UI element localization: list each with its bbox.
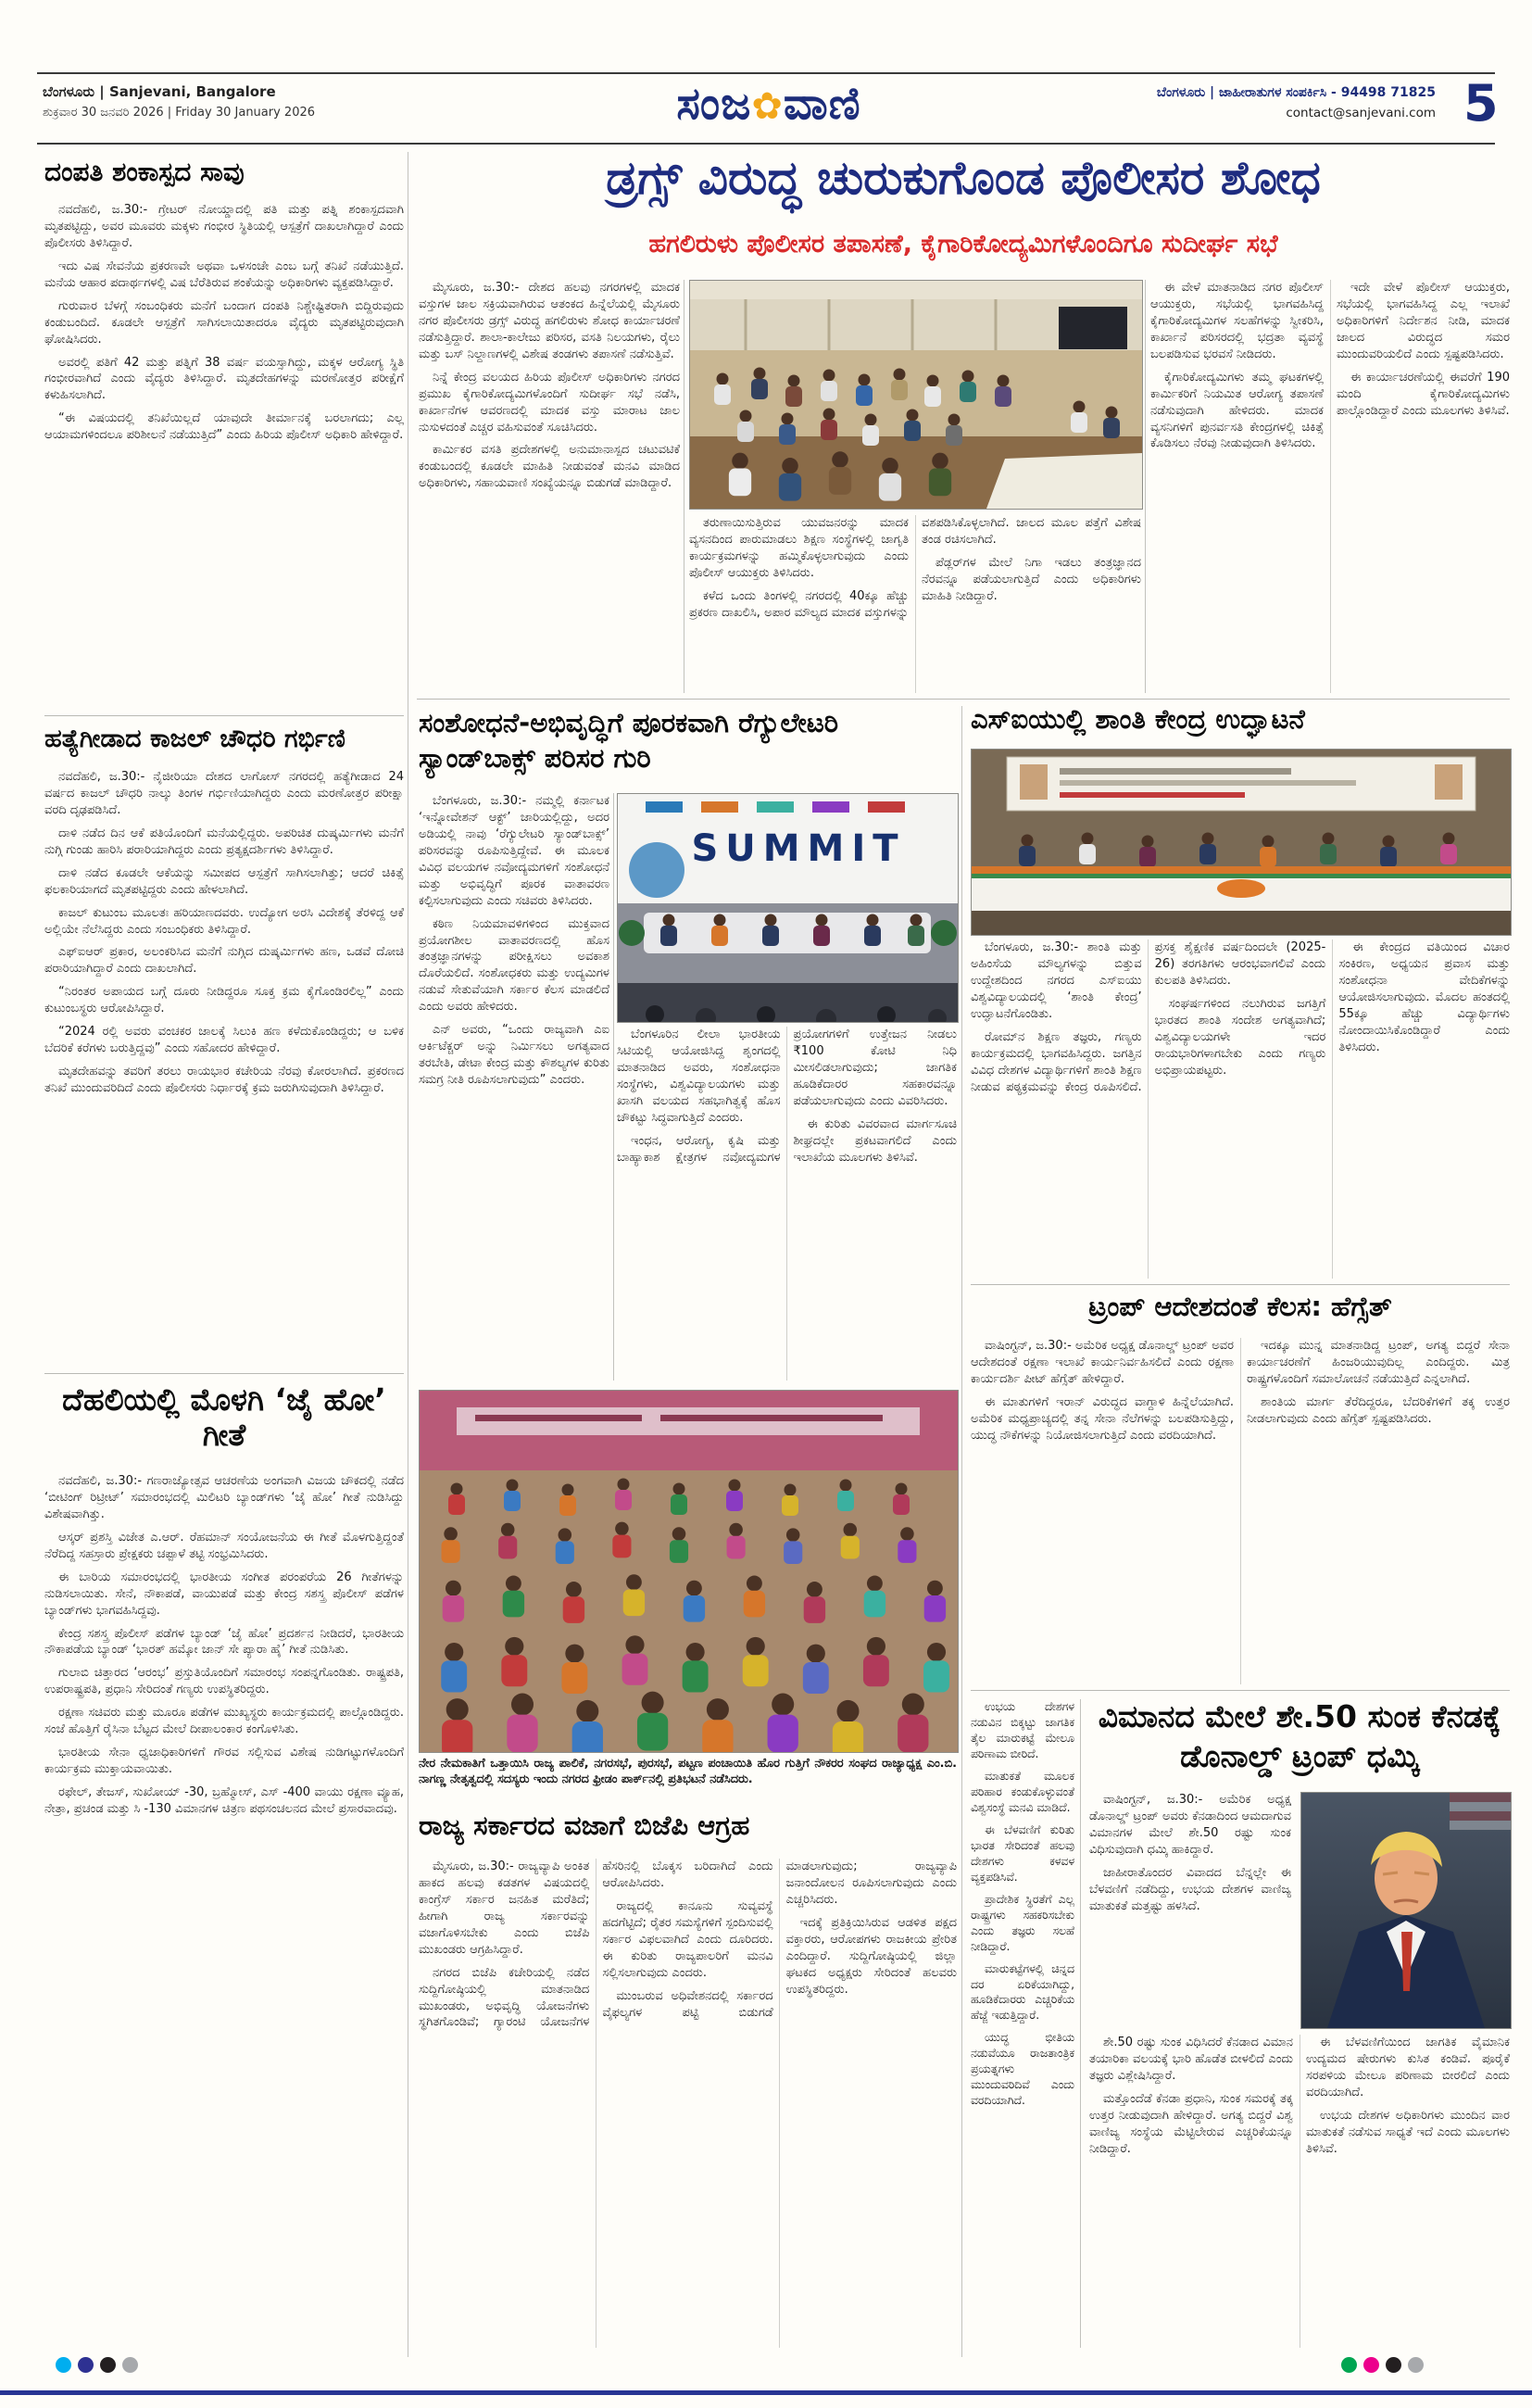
- header-email: contact@sanjevani.com: [1286, 106, 1436, 120]
- article-title-couple-death: ದಂಪತಿ ಶಂಕಾಸ್ಪದ ಸಾವು: [44, 157, 245, 187]
- lead-column-left: [419, 280, 680, 693]
- registration-dot: [1363, 2357, 1379, 2373]
- paragraph: ಮುಂಬರುವ ಅಧಿವೇಶನದಲ್ಲಿ ಸರ್ಕಾರದ ವೈಫಲ್ಯಗಳ ಪಟ್ಟಿ ಬಿಡುಗಡೆ ಮಾಡಲಾಗುವುದು; ರಾಜ್ಯವ್ಯಾಪಿ ಜನಾಂದೋಲನ ರೂಪಿಸಲಾಗುವುದು ಎಂದು ಎಚ್ಚರಿಸಿದರು.: [602, 1860, 957, 2020]
- article-title-siu: ಎಸ್‌ಐಯುಲ್ಲಿ ಶಾಂತಿ ಕೇಂದ್ರ ಉದ್ಘಾಟನೆ: [971, 703, 1305, 735]
- article-body-couple-death: [44, 202, 404, 710]
- paragraph: ಸಂಘರ್ಷಗಳಿಂದ ನಲುಗಿರುವ ಜಗತ್ತಿಗೆ ಭಾರತದ ಶಾಂತಿ ಸಂದೇಶ ಅಗತ್ಯವಾಗಿದೆ; ವಿಶ್ವವಿದ್ಯಾಲಯಗಳೇ ಇದರ ರಾಯಭಾರಿಗಳಾಗಬೇಕು ಎಂದು ಗಣ್ಯರು ಅಭಿಪ್ರಾಯಪಟ್ಟರು.: [1154, 996, 1326, 1078]
- lead-meeting-photo: [689, 280, 1143, 510]
- paragraph: ಮೈಸೂರು, ಜ.30:- ರಾಜ್ಯವ್ಯಾಪಿ ಅಂಕಿತ ಹಾಕದ ಹಲವು ಕಡತಗಳ ವಿಷಯದಲ್ಲಿ ಕಾಂಗ್ರೆಸ್ ಸರ್ಕಾರ ಜನಹಿತ ಮರೆತಿದೆ; ಹೀಗಾಗಿ ರಾಜ್ಯ ಸರ್ಕಾರವನ್ನು ವಜಾಗೊಳಿಸಬೇಕು ಎಂದು ಬಿಜೆಪಿ ಮುಖಂಡರು ಆಗ್ರಹಿಸಿದ್ದಾರೆ.: [419, 1860, 590, 1957]
- paragraph: “ಈ ವಿಷಯದಲ್ಲಿ ತನಿಖೆಯಿಲ್ಲದೆ ಯಾವುದೇ ತೀರ್ಮಾನಕ್ಕೆ ಬರಲಾಗದು; ಎಲ್ಲ ಆಯಾಮಗಳಿಂದಲೂ ಪರಿಶೀಲನೆ ನಡೆಯುತ್ತಿದೆ” ಎಂದು ಹಿರಿಯ ಪೊಲೀಸ್ ಅಧಿಕಾರಿ ಹೇಳಿದ್ದಾರೆ.: [44, 411, 404, 443]
- paragraph: ವಾಷಿಂಗ್ಟನ್, ಜ.30:- ಅಮೆರಿಕ ಅಧ್ಯಕ್ಷ ಡೊನಾಲ್ಡ್ ಟ್ರಂಪ್ ಅವರ ಆದೇಶದಂತೆ ರಕ್ಷಣಾ ಇಲಾಖೆ ಕಾರ್ಯನಿರ್ವಹಿಸಲಿದೆ ಎಂದು ರಕ್ಷಣಾ ಕಾರ್ಯದರ್ಶಿ ಪೀಟ್ ಹೆಗ್ಸೆತ್ ಹೇಳಿದ್ದಾರೆ.: [971, 1339, 1234, 1386]
- paragraph: ರೋಮ್‌ನ ಶಿಕ್ಷಣ ತಜ್ಞರು, ಗಣ್ಯರು ಕಾರ್ಯಕ್ರಮದಲ್ಲಿ ಭಾಗವಹಿಸಿದ್ದರು. ಜಗತ್ತಿನ ವಿವಿಧ ದೇಶಗಳ ವಿದ್ಯಾರ್ಥಿಗಳಿಗೆ ಶಾಂತಿ ಶಿಕ್ಷಣ ನೀಡುವ ಪಠ್ಯಕ್ರಮವನ್ನು ಕೇಂದ್ರ ರೂಪಿಸಲಿದೆ. ಪ್ರಸಕ್ತ ಶೈಕ್ಷಣಿಕ ವರ್ಷದಿಂದಲೇ (2025-26) ತರಗತಿಗಳು ಆರಂಭವಾಗಲಿವೆ ಎಂದು ಕುಲಪತಿ ತಿಳಿಸಿದರು.: [971, 940, 1326, 1094]
- paragraph: ಈ ಬೆಳವಣಿಗೆ ಕುರಿತು ಭಾರತ ಸೇರಿದಂತೆ ಹಲವು ದೇಶಗಳು ಕಳವಳ ವ್ಯಕ್ತಪಡಿಸಿವೆ.: [971, 1822, 1074, 1884]
- article-body-hegseth: [971, 1338, 1510, 1684]
- article-title-kajal: ಹತ್ಯೆಗೀಡಾದ ಕಾಜಲ್ ಚೌಧರಿ ಗರ್ಭಿಣಿ: [44, 725, 345, 753]
- masthead-right-text: ವಾಣಿ: [783, 78, 861, 130]
- paragraph: ಕಳೆದ ಒಂದು ತಿಂಗಳಲ್ಲಿ ನಗರದಲ್ಲಿ 40ಕ್ಕೂ ಹೆಚ್ಚು ಪ್ರಕರಣ ದಾಖಲಿಸಿ, ಅಪಾರ ಮೌಲ್ಯದ ಮಾದಕ ವಸ್ತುಗಳನ್ನು ವಶಪಡಿಸಿಕೊಳ್ಳಲಾಗಿದೆ. ಜಾಲದ ಮೂಲ ಪತ್ತೆಗೆ ವಿಶೇಷ ತಂಡ ರಚಿಸಲಾಗಿದೆ.: [689, 516, 1141, 620]
- paragraph: ಆಸ್ಕರ್ ಪ್ರಶಸ್ತಿ ವಿಜೇತ ಎ.ಆರ್. ರೆಹಮಾನ್ ಸಂಯೋಜನೆಯ ಈ ಗೀತೆ ಮೊಳಗುತ್ತಿದ್ದಂತೆ ನೆರೆದಿದ್ದ ಸಹಸ್ರಾರು ಪ್ರೇಕ್ಷಕರು ಚಪ್ಪಾಳೆ ತಟ್ಟಿ ಸಂಭ್ರಮಿಸಿದರು.: [44, 1530, 404, 1561]
- registration-dot: [56, 2357, 71, 2373]
- divider: [613, 793, 614, 1381]
- paragraph: ಇದಕ್ಕೂ ಮುನ್ನ ಮಾತನಾಡಿದ್ದ ಟ್ರಂಪ್, ಅಗತ್ಯ ಬಿದ್ದರೆ ಸೇನಾ ಕಾರ್ಯಾಚರಣೆಗೆ ಹಿಂಜರಿಯುವುದಿಲ್ಲ ಎಂದಿದ್ದರು. ಮಿತ್ರ ರಾಷ್ಟ್ರಗಳೊಂದಿಗೆ ಸಮಾಲೋಚನೆ ನಡೆಯುತ್ತಿದೆ ಎನ್ನಲಾಗಿದೆ.: [1247, 1339, 1510, 1386]
- paragraph: ಕಾರ್ಮಿಕರ ವಸತಿ ಪ್ರದೇಶಗಳಲ್ಲಿ ಅನುಮಾನಾಸ್ಪದ ಚಟುವಟಿಕೆ ಕಂಡುಬಂದಲ್ಲಿ ಕೂಡಲೇ ಮಾಹಿತಿ ನೀಡುವಂತೆ ಮನವಿ ಮಾಡಿದ ಅಧಿಕಾರಿಗಳು, ಸಹಾಯವಾಣಿ ಸಂಖ್ಯೆಯನ್ನೂ ಬಿಡುಗಡೆ ಮಾಡಿದ್ದಾರೆ.: [419, 443, 680, 491]
- header-contact-line: ಬೆಂಗಳೂರು | ಜಾಹೀರಾತುಗಳ ಸಂಪರ್ಕಿಸಿ - 94498 71825: [1156, 85, 1436, 100]
- paragraph: ಇಂಧನ, ಆರೋಗ್ಯ, ಕೃಷಿ ಮತ್ತು ಬಾಹ್ಯಾಕಾಶ ಕ್ಷೇತ್ರಗಳ ನವೋದ್ಯಮಗಳ ಪ್ರಯೋಗಗಳಿಗೆ ಉತ್ತೇಜನ ನೀಡಲು ₹100 ಕೋಟಿ ನಿಧಿ ಮೀಸಲಿಡಲಾಗುವುದು; ಜಾಗತಿಕ ಹೂಡಿಕೆದಾರರ ಸಹಕಾರವನ್ನೂ ಪಡೆಯಲಾಗುವುದು ಎಂದು ವಿವರಿಸಿದರು.: [617, 1027, 957, 1165]
- paragraph: ಗುಲಾಬಿ ಚಿತ್ತಾರದ ‘ಆರಂಭ’ ಪ್ರಸ್ತುತಿಯೊಂದಿಗೆ ಸಮಾರಂಭ ಸಂಪನ್ನಗೊಂಡಿತು. ರಾಷ್ಟ್ರಪತಿ, ಉಪರಾಷ್ಟ್ರಪತಿ, ಪ್ರಧಾನಿ ಸೇರಿದಂತೆ ಗಣ್ಯರು ಉಪಸ್ಥಿತರಿದ್ದರು.: [44, 1666, 404, 1697]
- registration-dot: [1408, 2357, 1424, 2373]
- summit-overlay-text: SUMMIT: [691, 827, 906, 870]
- registration-marks-right: [1341, 2357, 1424, 2373]
- paragraph: ಬೆಂಗಳೂರು, ಜ.30:- ಶಾಂತಿ ಮತ್ತು ಅಹಿಂಸೆಯ ಮೌಲ್ಯಗಳನ್ನು ಬಿತ್ತುವ ಉದ್ದೇಶದಿಂದ ನಗರದ ಎಸ್‌ಐಯು ವಿಶ್ವವಿದ್ಯಾಲಯದಲ್ಲಿ ‘ಶಾಂತಿ ಕೇಂದ್ರ’ ಉದ್ಘಾಟನೆಗೊಂಡಿತು.: [971, 940, 1142, 1021]
- registration-dot: [100, 2357, 116, 2373]
- paragraph: ಈ ವೇಳೆ ಮಾತನಾಡಿದ ನಗರ ಪೊಲೀಸ್ ಆಯುಕ್ತರು, ಸಭೆಯಲ್ಲಿ ಭಾಗವಹಿಸಿದ್ದ ಕೈಗಾರಿಕೋದ್ಯಮಿಗಳ ಸಲಹೆಗಳನ್ನು ಸ್ವೀಕರಿಸಿ, ಕಾರ್ಖಾನೆ ಪರಿಸರದಲ್ಲಿ ಭದ್ರತಾ ವ್ಯವಸ್ಥೆ ಬಲಪಡಿಸುವ ಭರವಸೆ ನೀಡಿದರು.: [1150, 281, 1324, 361]
- article-body-sandbox-below: [617, 1027, 957, 1381]
- registration-dot: [1341, 2357, 1357, 2373]
- paragraph: ಮೈಸೂರು, ಜ.30:- ದೇಶದ ಹಲವು ನಗರಗಳಲ್ಲಿ ಮಾದಕ ವಸ್ತುಗಳ ಜಾಲ ಸಕ್ರಿಯವಾಗಿರುವ ಆತಂಕದ ಹಿನ್ನೆಲೆಯಲ್ಲಿ ಮೈಸೂರು ನಗರ ಪೊಲೀಸರು ಡ್ರಗ್ಸ್ ವಿರುದ್ಧ ಹಗಲಿರುಳು ಶೋಧ ಕಾರ್ಯಾಚರಣೆ ನಡೆಸುತ್ತಿದ್ದಾರೆ. ಶಾಲಾ-ಕಾಲೇಜು ಪರಿಸರ, ವಸತಿ ನಿಲಯಗಳು, ರೈಲು ಮತ್ತು ಬಸ್ ನಿಲ್ದಾಣಗಳಲ್ಲಿ ವಿಶೇಷ ತಂಡಗಳು ತಪಾಸಣೆ ನಡೆಸುತ್ತಿವೆ.: [419, 281, 680, 361]
- article-title-jai-ho: ದೆಹಲಿಯಲ್ಲಿ ಮೊಳಗಿ ‘ಜೈ ಹೋ’ ಗೀತೆ: [62, 1381, 386, 1453]
- paragraph: ಶೇ.50 ರಷ್ಟು ಸುಂಕ ವಿಧಿಸಿದರೆ ಕೆನಡಾದ ವಿಮಾನ ತಯಾರಿಕಾ ವಲಯಕ್ಕೆ ಭಾರಿ ಹೊಡೆತ ಬೀಳಲಿದೆ ಎಂದು ತಜ್ಞರು ವಿಶ್ಲೇಷಿಸಿದ್ದಾರೆ.: [1089, 2036, 1293, 2083]
- article-title-sandbox: ಸಂಶೋಧನೆ-ಅಭಿವೃದ್ಧಿಗೆ ಪೂರಕವಾಗಿ ರೆಗ್ಯುಲೇಟರಿ ಸ್ಯಾಂಡ್‌ಬಾಕ್ಸ್ ಪರಿಸರ ಗುರಿ: [419, 707, 839, 774]
- header-top-rule: [37, 72, 1495, 74]
- paragraph: ಮತ್ತೊಂದೆಡೆ ಕೆನಡಾ ಪ್ರಧಾನಿ, ಸುಂಕ ಸಮರಕ್ಕೆ ತಕ್ಕ ಉತ್ತರ ನೀಡುವುದಾಗಿ ಹೇಳಿದ್ದಾರೆ. ಅಗತ್ಯ ಬಿದ್ದರೆ ವಿಶ್ವ ವಾಣಿಜ್ಯ ಸಂಸ್ಥೆಯ ಮೆಟ್ಟಿಲೇರುವ ಎಚ್ಚರಿಕೆಯನ್ನೂ ನೀಡಿದ್ದಾರೆ.: [1089, 2091, 1293, 2156]
- paragraph: ರಾಜ್ಯದಲ್ಲಿ ಕಾನೂನು ಸುವ್ಯವಸ್ಥೆ ಹದಗೆಟ್ಟಿದೆ; ರೈತರ ಸಮಸ್ಯೆಗಳಿಗೆ ಸ್ಪಂದಿಸುವಲ್ಲಿ ಸರ್ಕಾರ ವಿಫಲವಾಗಿದೆ ಎಂದು ದೂರಿದರು. ಈ ಕುರಿತು ರಾಜ್ಯಪಾಲರಿಗೆ ಮನವಿ ಸಲ್ಲಿಸಲಾಗುವುದು ಎಂದರು.: [602, 1898, 773, 1980]
- paragraph: ಕಾಜಲ್ ಕುಟುಂಬ ಮೂಲತಃ ಹರಿಯಾಣದವರು. ಉದ್ಯೋಗ ಅರಸಿ ವಿದೇಶಕ್ಕೆ ತೆರಳಿದ್ದ ಆಕೆ ಅಲ್ಲಿಯೇ ನೆಲೆಸಿದ್ದರು ಎಂದು ಸಂಬಂಧಿಕರು ತಿಳಿಸಿದ್ದಾರೆ.: [44, 905, 404, 937]
- lead-column-below-photo: [689, 515, 1141, 693]
- crowd-photo-caption: ನೇರ ನೇಮಕಾತಿಗೆ ಒತ್ತಾಯಿಸಿ ರಾಜ್ಯ ಪಾಲಿಕೆ, ನಗರಸಭೆ, ಪುರಸಭೆ, ಪಟ್ಟಣ ಪಂಚಾಯಿತಿ ಹೊರ ಗುತ್ತಿಗೆ ನೌಕರರ ಸಂಘದ ರಾಜ್ಯಾಧ್ಯಕ್ಷ ಎಂ.ಬಿ. ನಾಗಣ್ಣ ನೇತೃತ್ವದಲ್ಲಿ ಸದಸ್ಯರು ಇಂದು ನಗರದ ಫ್ರೀಡಂ ಪಾರ್ಕ್‌ನಲ್ಲಿ ಪ್ರತಿಭಟನೆ ನಡೆಸಿದರು.: [419, 1757, 957, 1786]
- article-title-hegseth: ಟ್ರಂಪ್ ಆದೇಶದಂತೆ ಕೆಲಸ: ಹೆಗ್ಸೆತ್: [1088, 1291, 1392, 1322]
- masthead-flower-icon: ✿: [751, 85, 784, 128]
- lead-subheadline: ಹಗಲಿರುಳು ಪೊಲೀಸರ ತಪಾಸಣೆ, ಕೈಗಾರಿಕೋದ್ಯಮಿಗಳೊಂದಿಗೂ ಸುದೀರ್ಘ ಸಭೆ: [648, 230, 1278, 258]
- paragraph: ನವದೆಹಲಿ, ಜ.30:- ಗ್ರೇಟರ್ ನೋಯ್ಡಾದಲ್ಲಿ ಪತಿ ಮತ್ತು ಪತ್ನಿ ಶಂಕಾಸ್ಪದವಾಗಿ ಮೃತಪಟ್ಟಿದ್ದು, ಅವರ ಮೂವರು ಮಕ್ಕಳು ಗಂಭೀರ ಸ್ಥಿತಿಯಲ್ಲಿ ಆಸ್ಪತ್ರೆಗೆ ದಾಖಲಾಗಿದ್ದಾರೆ ಎಂದು ಪೊಲೀಸರು ತಿಳಿಸಿದ್ದಾರೆ.: [44, 203, 404, 250]
- masthead: [556, 78, 982, 131]
- paragraph: ಯುದ್ಧ ಭೀತಿಯ ನಡುವೆಯೂ ರಾಜತಾಂತ್ರಿಕ ಪ್ರಯತ್ನಗಳು ಮುಂದುವರಿದಿವೆ ಎಂದು ವರದಿಯಾಗಿದೆ.: [971, 2031, 1074, 2108]
- lead-headline: ಡ್ರಗ್ಸ್ ವಿರುದ್ಧ ಚುರುಕುಗೊಂಡ ಪೊಲೀಸರ ಶೋಧ: [606, 151, 1321, 205]
- trump-photo: [1300, 1792, 1512, 2029]
- paragraph: ದಾಳಿ ನಡೆದ ಕೂಡಲೇ ಆಕೆಯನ್ನು ಸಮೀಪದ ಆಸ್ಪತ್ರೆಗೆ ಸಾಗಿಸಲಾಗಿತ್ತು; ಆದರೆ ಚಿಕಿತ್ಸೆ ಫಲಕಾರಿಯಾಗದೆ ಮೃತಪಟ್ಟಿದ್ದರು ಎಂದು ಹೇಳಲಾಗಿದೆ.: [44, 865, 404, 897]
- paragraph: ಶಾಂತಿಯ ಮಾರ್ಗ ತೆರೆದಿದ್ದರೂ, ಬೆದರಿಕೆಗಳಿಗೆ ತಕ್ಕ ಉತ್ತರ ನೀಡಲಾಗುವುದು ಎಂದು ಹೆಗ್ಸೆತ್ ಸ್ಪಷ್ಟಪಡಿಸಿದರು.: [1247, 1394, 1510, 1426]
- paragraph: ಅವರಲ್ಲಿ ಪತಿಗೆ 42 ಮತ್ತು ಪತ್ನಿಗೆ 38 ವರ್ಷ ವಯಸ್ಸಾಗಿದ್ದು, ಮಕ್ಕಳ ಆರೋಗ್ಯ ಸ್ಥಿತಿ ಗಂಭೀರವಾಗಿದೆ ಎಂದು ವೈದ್ಯರು ತಿಳಿಸಿದ್ದಾರೆ. ಮೃತದೇಹಗಳನ್ನು ಮರಣೋತ್ತರ ಪರೀಕ್ಷೆಗೆ ಕಳುಹಿಸಲಾಗಿದೆ.: [44, 355, 404, 403]
- paragraph: ಈ ಕೇಂದ್ರದ ವತಿಯಿಂದ ವಿಚಾರ ಸಂಕಿರಣ, ಅಧ್ಯಯನ ಪ್ರವಾಸ ಮತ್ತು ಸಂಶೋಧನಾ ವೇದಿಕೆಗಳನ್ನು ಆಯೋಜಿಸಲಾಗುವುದು. ಮೊದಲ ಹಂತದಲ್ಲಿ 55ಕ್ಕೂ ಹೆಚ್ಚು ವಿದ್ಯಾರ್ಥಿಗಳು ನೋಂದಾಯಿಸಿಕೊಂಡಿದ್ದಾರೆ ಎಂದು ತಿಳಿಸಿದರು.: [1338, 940, 1510, 1054]
- paragraph: ಎನ್ ಅವರು, “ಒಂದು ರಾಜ್ಯವಾಗಿ ಎಐ ಆರ್ಕಿಟೆಕ್ಚರ್ ಅನ್ನು ನಿರ್ಮಿಸಲು ಅಗತ್ಯವಾದ ತರಬೇತಿ, ಡೇಟಾ ಕೇಂದ್ರ ಮತ್ತು ಕೌಶಲ್ಯಗಳ ಕುರಿತು ಸಮಗ್ರ ನೀತಿ ರೂಪಿಸಲಾಗುವುದು” ಎಂದರು.: [419, 1023, 609, 1087]
- paragraph: ಮಾತುಕತೆ ಮೂಲಕ ಪರಿಹಾರ ಕಂಡುಕೊಳ್ಳುವಂತೆ ವಿಶ್ವಸಂಸ್ಥೆ ಮನವಿ ಮಾಡಿದೆ.: [971, 1769, 1074, 1814]
- article-body-jai-ho: [44, 1473, 404, 2344]
- paragraph: ಪ್ರಾದೇಶಿಕ ಸ್ಥಿರತೆಗೆ ಎಲ್ಲ ರಾಷ್ಟ್ರಗಳು ಸಹಕರಿಸಬೇಕು ಎಂದು ತಜ್ಞರು ಸಲಹೆ ನೀಡಿದ್ದಾರೆ.: [971, 1892, 1074, 1953]
- summit-photo: [617, 793, 959, 1023]
- paragraph: ಈ ಕುರಿತು ವಿವರವಾದ ಮಾರ್ಗಸೂಚಿ ಶೀಘ್ರದಲ್ಲೇ ಪ್ರಕಟವಾಗಲಿದೆ ಎಂದು ಇಲಾಖೆಯ ಮೂಲಗಳು ತಿಳಿಸಿವೆ.: [793, 1116, 957, 1165]
- center-right-divider: [961, 706, 962, 2357]
- header-city-line: ಬೆಂಗಳೂರು | Sanjevani, Bangalore: [43, 83, 276, 100]
- header-bottom-rule: [37, 143, 1495, 145]
- paragraph: ವಾಷಿಂಗ್ಟನ್, ಜ.30:- ಅಮೆರಿಕ ಅಧ್ಯಕ್ಷ ಡೊನಾಲ್ಡ್ ಟ್ರಂಪ್ ಅವರು ಕೆನಡಾದಿಂದ ಆಮದಾಗುವ ವಿಮಾನಗಳ ಮೇಲೆ ಶೇ.50 ರಷ್ಟು ಸುಂಕ ವಿಧಿಸುವುದಾಗಿ ಧಮ್ಕಿ ಹಾಕಿದ್ದಾರೆ.: [1089, 1793, 1291, 1857]
- header-left-block: [43, 83, 395, 120]
- article-body-siu: [971, 939, 1510, 1279]
- paragraph: ಈ ಬೆಳವಣಿಗೆಯಿಂದ ಜಾಗತಿಕ ವೈಮಾನಿಕ ಉದ್ಯಮದ ಷೇರುಗಳು ಕುಸಿತ ಕಂಡಿವೆ. ಪೂರೈಕೆ ಸರಪಳಿಯ ಮೇಲೂ ಪರಿಣಾಮ ಬೀರಲಿದೆ ಎಂದು ವರದಿಯಾಗಿದೆ.: [1306, 2036, 1510, 2099]
- article-body-tariff-top: [1089, 1792, 1291, 2027]
- paragraph: ಎಫ್‌ಐಆರ್ ಪ್ರಕಾರ, ಅಲಂಕರಿಸಿದ ಮನೆಗೆ ನುಗ್ಗಿದ ದುಷ್ಕರ್ಮಿಗಳು ಹಣ, ಒಡವೆ ದೋಚಿ ಪರಾರಿಯಾಗಿದ್ದಾರೆ ಎಂದು ದಾಖಲಾಗಿದೆ.: [44, 945, 404, 977]
- paragraph: ನವದೆಹಲಿ, ಜ.30:- ಗಣರಾಜ್ಯೋತ್ಸವ ಆಚರಣೆಯ ಅಂಗವಾಗಿ ವಿಜಯ ಚೌಕದಲ್ಲಿ ನಡೆದ ‘ಬೀಟಿಂಗ್ ರಿಟ್ರೀಟ್’ ಸಮಾರಂಭದಲ್ಲಿ ಮಿಲಿಟರಿ ಬ್ಯಾಂಡ್‌ಗಳು ‘ಜೈ ಹೋ’ ಗೀತೆ ನುಡಿಸಿದ್ದು ವಿಶೇಷವಾಗಿತ್ತು.: [44, 1474, 404, 1521]
- paragraph: ನಗರದ ಬಿಜೆಪಿ ಕಚೇರಿಯಲ್ಲಿ ನಡೆದ ಸುದ್ದಿಗೋಷ್ಠಿಯಲ್ಲಿ ಮಾತನಾಡಿದ ಮುಖಂಡರು, ಅಭಿವೃದ್ಧಿ ಯೋಜನೆಗಳು ಸ್ಥಗಿತಗೊಂಡಿವೆ; ಗ್ಯಾರಂಟಿ ಯೋಜನೆಗಳ ಹೆಸರಿನಲ್ಲಿ ಬೊಕ್ಕಸ ಬರಿದಾಗಿದೆ ಎಂದು ಆರೋಪಿಸಿದರು.: [419, 1860, 773, 2030]
- paragraph: ಇದೇ ವೇಳೆ ಪೊಲೀಸ್ ಆಯುಕ್ತರು, ಸಭೆಯಲ್ಲಿ ಭಾಗವಹಿಸಿದ್ದ ಎಲ್ಲ ಇಲಾಖೆ ಅಧಿಕಾರಿಗಳಿಗೆ ನಿರ್ದೇಶನ ನೀಡಿ, ಮಾದಕ ಜಾಲದ ವಿರುದ್ಧದ ಸಮರ ಮುಂದುವರಿಯಲಿದೆ ಎಂದು ಸ್ಪಷ್ಟಪಡಿಸಿದರು.: [1337, 281, 1510, 361]
- article-body-hegseth-continued: [971, 1699, 1074, 2348]
- article-body-bjp: [419, 1859, 957, 2348]
- article-body-sandbox-left: [419, 793, 609, 1381]
- paragraph: ಬೆಂಗಳೂರಿನ ಲೀಲಾ ಭಾರತೀಯ ಸಿಟಿಯಲ್ಲಿ ಆಯೋಜಿಸಿದ್ದ ಶೃಂಗದಲ್ಲಿ ಮಾತನಾಡಿದ ಅವರು, ಸಂಶೋಧನಾ ಸಂಸ್ಥೆಗಳು, ವಿಶ್ವವಿದ್ಯಾಲಯಗಳು ಮತ್ತು ಖಾಸಗಿ ವಲಯದ ಸಹಭಾಗಿತ್ವಕ್ಕೆ ಹೊಸ ಚೌಕಟ್ಟು ಸಿದ್ಧವಾಗುತ್ತಿದೆ ಎಂದರು.: [617, 1027, 781, 1125]
- paragraph: ನಿನ್ನೆ ಕೇಂದ್ರ ವಲಯದ ಹಿರಿಯ ಪೊಲೀಸ್ ಅಧಿಕಾರಿಗಳು ನಗರದ ಪ್ರಮುಖ ಕೈಗಾರಿಕೋದ್ಯಮಿಗಳೊಂದಿಗೆ ಸುದೀರ್ಘ ಸಭೆ ನಡೆಸಿ, ಕಾರ್ಖಾನೆಗಳ ಆವರಣದಲ್ಲಿ ಮಾದಕ ವಸ್ತು ಮಾರಾಟ ಜಾಲ ನುಸುಳದಂತೆ ಎಚ್ಚರ ವಹಿಸುವಂತೆ ಸೂಚಿಸಿದರು.: [419, 370, 680, 435]
- divider: [417, 699, 1510, 700]
- paragraph: ಉಭಯ ದೇಶಗಳ ಅಧಿಕಾರಿಗಳು ಮುಂದಿನ ವಾರ ಮಾತುಕತೆ ನಡೆಸುವ ಸಾಧ್ಯತೆ ಇದೆ ಎಂದು ಮೂಲಗಳು ತಿಳಿಸಿವೆ.: [1306, 2108, 1510, 2156]
- registration-dot: [122, 2357, 138, 2373]
- paragraph: ಭಾರತೀಯ ಸೇನಾ ಧ್ವಜಾಧಿಕಾರಿಗಳಿಗೆ ಗೌರವ ಸಲ್ಲಿಸುವ ವಿಶೇಷ ನುಡಿಗಟ್ಟುಗಳೊಂದಿಗೆ ಕಾರ್ಯಕ್ರಮ ಮುಕ್ತಾಯವಾಯಿತು.: [44, 1746, 404, 1777]
- masthead-left-text: ಸಂಜ: [676, 78, 752, 130]
- divider: [44, 1373, 404, 1374]
- paragraph: ರಕ್ಷಣಾ ಸಚಿವರು ಮತ್ತು ಮೂರೂ ಪಡೆಗಳ ಮುಖ್ಯಸ್ಥರು ಕಾರ್ಯಕ್ರಮದಲ್ಲಿ ಪಾಲ್ಗೊಂಡಿದ್ದರು. ಸಂಜೆ ಹೊತ್ತಿಗೆ ರೈಸಿನಾ ಬೆಟ್ಟದ ಮೇಲೆ ದೀಪಾಲಂಕಾರ ಕಂಗೊಳಿಸಿತು.: [44, 1706, 404, 1737]
- paragraph: “2024 ರಲ್ಲಿ ಅವರು ವಂಚಕರ ಜಾಲಕ್ಕೆ ಸಿಲುಕಿ ಹಣ ಕಳೆದುಕೊಂಡಿದ್ದರು; ಆ ಬಳಿಕ ಬೆದರಿಕೆ ಕರೆಗಳು ಬರುತ್ತಿದ್ದವು” ಎಂದು ಸಹೋದರ ಹೇಳಿದ್ದಾರೆ.: [44, 1025, 404, 1056]
- article-body-tariff-bottom: [1089, 2035, 1510, 2348]
- page-number: 5: [1463, 74, 1499, 132]
- paragraph: ಈ ಬಾರಿಯ ಸಮಾರಂಭದಲ್ಲಿ ಭಾರತೀಯ ಸಂಗೀತ ಪರಂಪರೆಯ 26 ಗೀತೆಗಳನ್ನು ನುಡಿಸಲಾಯಿತು. ಸೇನೆ, ನೌಕಾಪಡೆ, ವಾಯುಪಡೆ ಮತ್ತು ಕೇಂದ್ರ ಸಶಸ್ತ್ರ ಪೊಲೀಸ್ ಪಡೆಗಳ ಬ್ಯಾಂಡ್‌ಗಳು ಭಾಗವಹಿಸಿದ್ದವು.: [44, 1570, 404, 1618]
- paragraph: ನವದೆಹಲಿ, ಜ.30:- ನೈಜೀರಿಯಾ ದೇಶದ ಲಾಗೋಸ್ ನಗರದಲ್ಲಿ ಹತ್ಯೆಗೀಡಾದ 24 ವರ್ಷದ ಕಾಜಲ್ ಚೌಧರಿ ನಾಲ್ಕು ತಿಂಗಳ ಗರ್ಭಿಣಿಯಾಗಿದ್ದರು ಎಂದು ಮರಣೋತ್ತರ ಪರೀಕ್ಷಾ ವರದಿ ದೃಢಪಡಿಸಿದೆ.: [44, 770, 404, 817]
- paragraph: ಪೆಡ್ಲರ್‌ಗಳ ಮೇಲೆ ನಿಗಾ ಇಡಲು ತಂತ್ರಜ್ಞಾನದ ನೆರವನ್ನೂ ಪಡೆಯಲಾಗುತ್ತಿದೆ ಎಂದು ಅಧಿಕಾರಿಗಳು ಮಾಹಿತಿ ನೀಡಿದ್ದಾರೆ.: [922, 555, 1141, 603]
- paragraph: ತರುಣಾಯಿಸುತ್ತಿರುವ ಯುವಜನರನ್ನು ಮಾದಕ ವ್ಯಸನದಿಂದ ಪಾರುಮಾಡಲು ಶಿಕ್ಷಣ ಸಂಸ್ಥೆಗಳಲ್ಲಿ ಜಾಗೃತಿ ಕಾರ್ಯಕ್ರಮಗಳನ್ನು ಹಮ್ಮಿಕೊಳ್ಳಲಾಗುವುದು ಎಂದು ಪೊಲೀಸ್ ಆಯುಕ್ತರು ತಿಳಿಸಿದರು.: [689, 516, 909, 580]
- header-date-line: ಶುಕ್ರವಾರ 30 ಜನವರಿ 2026 | Friday 30 January 2026: [43, 106, 316, 120]
- article-body-kajal: [44, 769, 404, 1366]
- paragraph: ಮೃತದೇಹವನ್ನು ತವರಿಗೆ ತರಲು ರಾಯಭಾರ ಕಚೇರಿಯ ನೆರವು ಕೋರಲಾಗಿದೆ. ಪ್ರಕರಣದ ತನಿಖೆ ಮುಂದುವರಿದಿದೆ ಎಂದು ಪೊಲೀಸರು ನಿರ್ಧಾರಕ್ಕೆ ಕ್ರಮ ಜರುಗಿಸುವುದಾಗಿ ತಿಳಿಸಿದ್ದಾರೆ.: [44, 1065, 404, 1095]
- registration-dot: [78, 2357, 94, 2373]
- divider: [971, 1284, 1510, 1285]
- paragraph: ಇದಕ್ಕೆ ಪ್ರತಿಕ್ರಿಯಿಸಿರುವ ಆಡಳಿತ ಪಕ್ಷದ ವಕ್ತಾರರು, ಆರೋಪಗಳು ರಾಜಕೀಯ ಪ್ರೇರಿತ ಎಂದಿದ್ದಾರೆ. ಸುದ್ದಿಗೋಷ್ಠಿಯಲ್ಲಿ ಜಿಲ್ಲಾ ಘಟಕದ ಅಧ್ಯಕ್ಷರು ಸೇರಿದಂತೆ ಹಲವರು ಉಪಸ್ಥಿತರಿದ್ದರು.: [785, 1915, 957, 1997]
- siu-panel-photo: [971, 749, 1512, 936]
- paragraph: ಕಠಿಣ ನಿಯಮಾವಳಿಗಳಿಂದ ಮುಕ್ತವಾದ ಪ್ರಯೋಗಶೀಲ ವಾತಾವರಣದಲ್ಲಿ ಹೊಸ ತಂತ್ರಜ್ಞಾನಗಳನ್ನು ಪರೀಕ್ಷಿಸಲು ಅವಕಾಶ ದೊರೆಯಲಿದೆ. ಸಂಶೋಧಕರು ಮತ್ತು ಉದ್ಯಮಿಗಳ ನಡುವೆ ಸೇತುವೆಯಾಗಿ ಸರ್ಕಾರ ಕೆಲಸ ಮಾಡಲಿದೆ ಎಂದು ಅವರು ಹೇಳಿದರು.: [419, 916, 609, 1015]
- paragraph: ದಾಳಿ ನಡೆದ ದಿನ ಆಕೆ ಪತಿಯೊಂದಿಗೆ ಮನೆಯಲ್ಲಿದ್ದರು. ಅಪರಿಚಿತ ದುಷ್ಕರ್ಮಿಗಳು ಮನೆಗೆ ನುಗ್ಗಿ ಗುಂಡು ಹಾರಿಸಿ ಪರಾರಿಯಾಗಿದ್ದರು ಎಂದು ಪ್ರತ್ಯಕ್ಷದರ್ಶಿಗಳು ತಿಳಿಸಿದ್ದಾರೆ.: [44, 826, 404, 857]
- article-title-bjp: ರಾಜ್ಯ ಸರ್ಕಾರದ ವಜಾಗೆ ಬಿಜೆಪಿ ಆಗ್ರಹ: [419, 1809, 750, 1841]
- paragraph: ಬೆಂಗಳೂರು, ಜ.30:- ನಮ್ಮಲ್ಲಿ ಕರ್ನಾಟಕ ‘ಇನ್ನೋವೇಶನ್ ಆಕ್ಟ್’ ಜಾರಿಯಲ್ಲಿದ್ದು, ಅದರ ಅಡಿಯಲ್ಲಿ ನಾವು ‘ರೆಗ್ಯುಲೇಟರಿ ಸ್ಯಾಂಡ್‌ಬಾಕ್ಸ್’ ಪರಿಸರವನ್ನು ರೂಪಿಸುತ್ತಿದ್ದೇವೆ. ಈ ಮೂಲಕ ವಿವಿಧ ವಲಯಗಳ ನವೋದ್ಯಮಗಳಿಗೆ ಸಂಶೋಧನೆ ಮತ್ತು ಅಭಿವೃದ್ಧಿಗೆ ಪೂರಕ ವಾತಾವರಣ ಕಲ್ಪಿಸಲಾಗುವುದು ಎಂದು ಸಚಿವರು ತಿಳಿಸಿದರು.: [419, 794, 609, 908]
- divider: [44, 715, 404, 716]
- paragraph: “ನಿರಂತರ ಅಪಾಯದ ಬಗ್ಗೆ ದೂರು ನೀಡಿದ್ದರೂ ಸೂಕ್ತ ಕ್ರಮ ಕೈಗೊಂಡಿರಲಿಲ್ಲ” ಎಂದು ಕುಟುಂಬಸ್ಥರು ಆರೋಪಿಸಿದ್ದಾರೆ.: [44, 985, 404, 1016]
- paragraph: ಕೇಂದ್ರ ಸಶಸ್ತ್ರ ಪೊಲೀಸ್ ಪಡೆಗಳ ಬ್ಯಾಂಡ್ ‘ಜೈ ಹೋ’ ಪ್ರದರ್ಶನ ನೀಡಿದರೆ, ಭಾರತೀಯ ನೌಕಾಪಡೆಯ ಬ್ಯಾಂಡ್ ‘ಭಾರತ್ ಹಮ್ಕೋ ಜಾನ್ ಸೇ ಪ್ಯಾರಾ ಹೈ’ ಗೀತೆ ನುಡಿಸಿತು.: [44, 1626, 404, 1658]
- paragraph: ರಫೇಲ್, ತೇಜಸ್, ಸುಖೋಯ್ -30, ಬ್ರಹ್ಮೋಸ್, ಎಸ್ -400 ವಾಯು ರಕ್ಷಣಾ ವ್ಯೂಹ, ನೇತ್ರಾ, ಪ್ರಚಂಡ ಮತ್ತು ಸಿ -130 ವಿಮಾನಗಳ ಚಿತ್ರಣ ಪಥಸಂಚಲನದ ಮೇಲೆ ಪ್ರಸಾರವಾದವು.: [44, 1785, 404, 1816]
- paragraph: ಇದು ವಿಷ ಸೇವನೆಯ ಪ್ರಕರಣವೇ ಅಥವಾ ಒಳಸಂಚೇ ಎಂಬ ಬಗ್ಗೆ ತನಿಖೆ ನಡೆಯುತ್ತಿದೆ. ಮನೆಯ ಆಹಾರ ಪದಾರ್ಥಗಳಲ್ಲಿ ವಿಷ ಬೆರೆತಿರುವ ಶಂಕೆಯನ್ನು ಅಧಿಕಾರಿಗಳು ವ್ಯಕ್ತಪಡಿಸಿದ್ದಾರೆ.: [44, 258, 404, 290]
- paragraph: ಉಭಯ ದೇಶಗಳ ನಡುವಿನ ಬಿಕ್ಕಟ್ಟು ಜಾಗತಿಕ ತೈಲ ಮಾರುಕಟ್ಟೆ ಮೇಲೂ ಪರಿಣಾಮ ಬೀರಿದೆ.: [971, 1700, 1074, 1760]
- paragraph: ಜಾಹೀರಾತೊಂದರ ವಿವಾದದ ಬೆನ್ನಲ್ಲೇ ಈ ಬೆಳವಣಿಗೆ ನಡೆದಿದ್ದು, ಉಭಯ ದೇಶಗಳ ವಾಣಿಜ್ಯ ಮಾತುಕತೆ ಮತ್ತಷ್ಟು ಹಳಸಿದೆ.: [1089, 1865, 1291, 1913]
- registration-marks-left: [56, 2357, 138, 2373]
- divider: [1145, 280, 1146, 693]
- paragraph: ಕೈಗಾರಿಕೋದ್ಯಮಿಗಳು ತಮ್ಮ ಘಟಕಗಳಲ್ಲಿ ಕಾರ್ಮಿಕರಿಗೆ ನಿಯಮಿತ ಆರೋಗ್ಯ ತಪಾಸಣೆ ನಡೆಸುವುದಾಗಿ ಹೇಳಿದರು. ಮಾದಕ ವ್ಯಸನಿಗಳಿಗೆ ಪುನರ್ವಸತಿ ಕೇಂದ್ರಗಳಲ್ಲಿ ಚಿಕಿತ್ಸೆ ಕೊಡಿಸಲು ನೆರವು ನೀಡುವುದಾಗಿ ತಿಳಿಸಿದರು.: [1150, 370, 1324, 451]
- header-right-block: [1047, 85, 1436, 120]
- paragraph: ಗುರುವಾರ ಬೆಳಗ್ಗೆ ಸಂಬಂಧಿಕರು ಮನೆಗೆ ಬಂದಾಗ ದಂಪತಿ ನಿಶ್ಚೇಷ್ಟಿತರಾಗಿ ಬಿದ್ದಿರುವುದು ಕಂಡುಬಂದಿದೆ. ಕೂಡಲೇ ಆಸ್ಪತ್ರೆಗೆ ಸಾಗಿಸಲಾಯಿತಾದರೂ ವೈದ್ಯರು ಮೃತಪಟ್ಟಿರುವುದಾಗಿ ಘೋಷಿಸಿದರು.: [44, 298, 404, 347]
- article-title-trump-tariff: ವಿಮಾನದ ಮೇಲೆ ಶೇ.50 ಸುಂಕ ಕೆನಡಕ್ಕೆ ಡೊನಾಲ್ಡ್ ಟ್ರಂಪ್ ಧಮ್ಕಿ: [1098, 1698, 1501, 1774]
- bottom-color-bar: [0, 2390, 1532, 2395]
- protest-crowd-photo: [419, 1390, 959, 1753]
- paragraph: ಈ ಕಾರ್ಯಾಚರಣೆಯಲ್ಲಿ ಈವರೆಗೆ 190 ಮಂದಿ ಕೈಗಾರಿಕೋದ್ಯಮಿಗಳು ಪಾಲ್ಗೊಂಡಿದ್ದಾರೆ ಎಂದು ಮೂಲಗಳು ತಿಳಿಸಿವೆ.: [1337, 370, 1510, 418]
- divider: [1080, 1699, 1081, 2348]
- paragraph: ಮಾರುಕಟ್ಟೆಗಳಲ್ಲಿ ಚಿನ್ನದ ದರ ಏರಿಕೆಯಾಗಿದ್ದು, ಹೂಡಿಕೆದಾರರು ಎಚ್ಚರಿಕೆಯ ಹೆಜ್ಜೆ ಇಡುತ್ತಿದ್ದಾರೆ.: [971, 1961, 1074, 2023]
- paragraph: ಈ ಮಾತುಗಳಿಗೆ ಇರಾನ್ ವಿರುದ್ಧದ ವಾಗ್ದಾಳಿ ಹಿನ್ನೆಲೆಯಾಗಿದೆ. ಅಮೆರಿಕ ಮಧ್ಯಪ್ರಾಚ್ಯದಲ್ಲಿ ತನ್ನ ಸೇನಾ ನೆಲೆಗಳನ್ನು ಬಲಪಡಿಸುತ್ತಿದ್ದು, ಯುದ್ಧ ನೌಕೆಗಳನ್ನು ನಿಯೋಜಿಸಲಾಗುತ್ತಿದೆ ಎಂದು ವರದಿಯಾಗಿದೆ.: [971, 1394, 1234, 1443]
- divider: [971, 1690, 1510, 1691]
- registration-dot: [1386, 2357, 1401, 2373]
- lead-column-right: [1150, 280, 1510, 693]
